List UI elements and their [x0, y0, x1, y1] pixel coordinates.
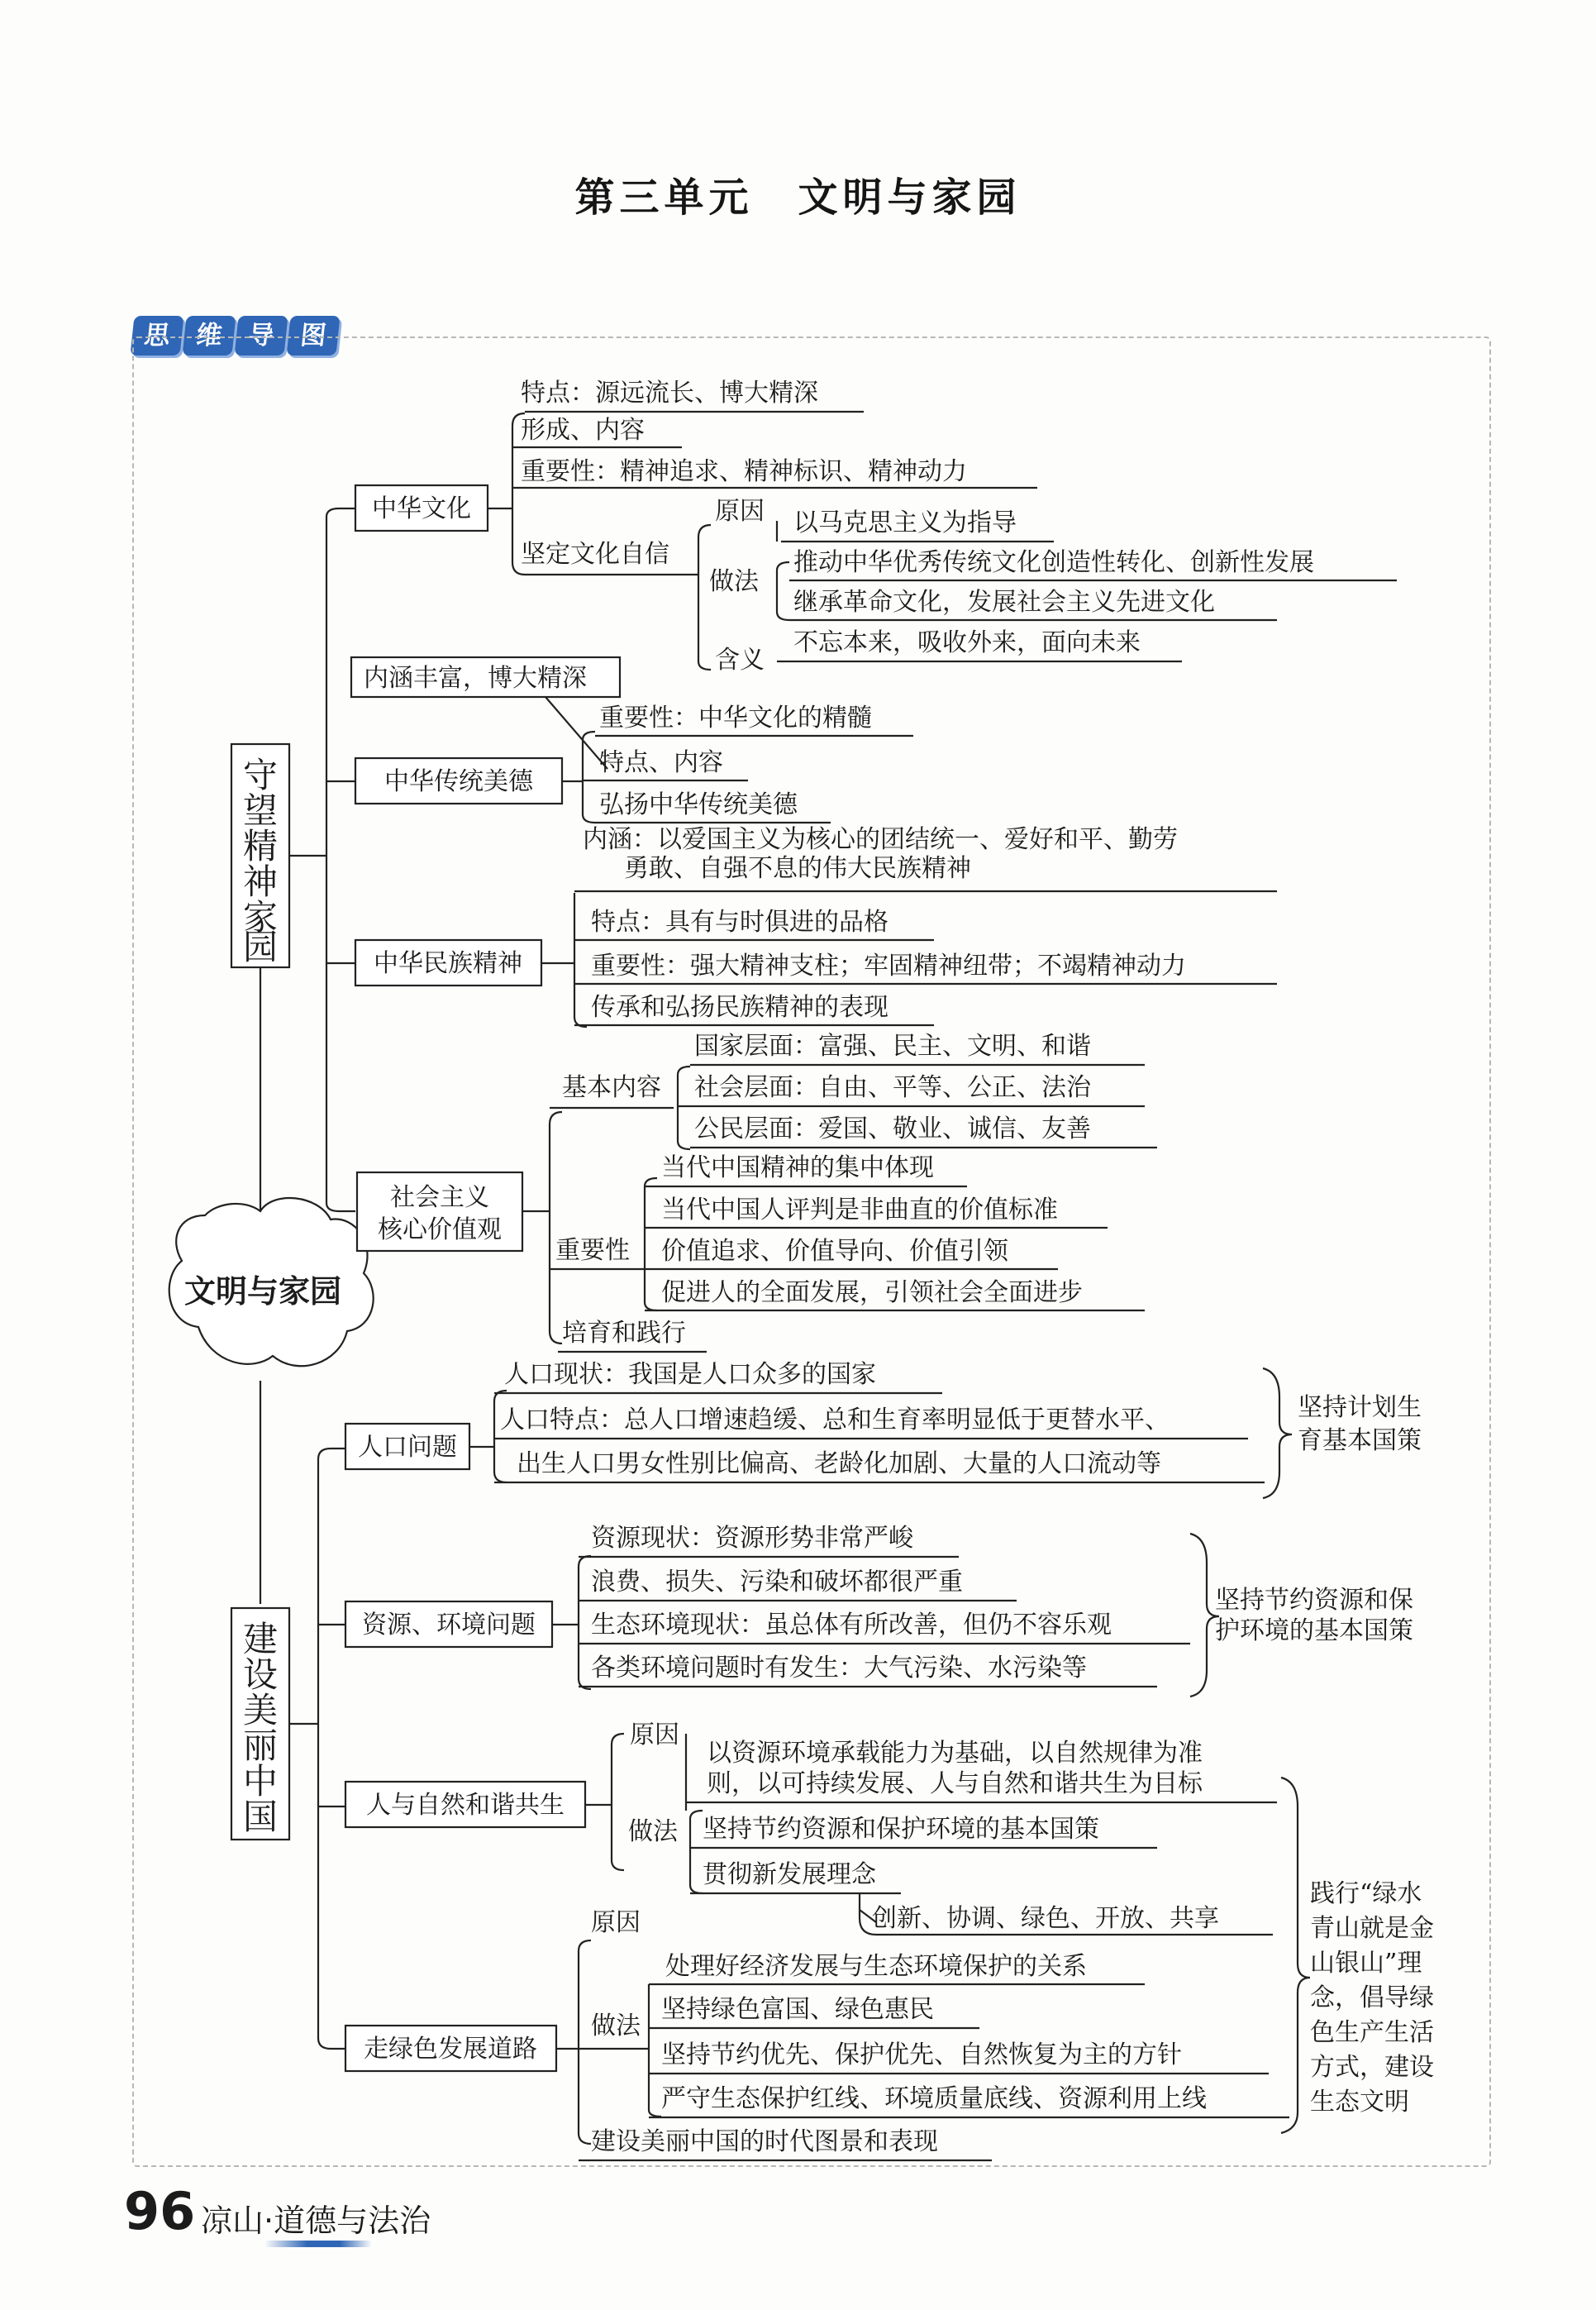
harmony-method-1: 坚持节约资源和保护环境的基本国策 [703, 1815, 1099, 1844]
harmony-concepts: 创新、协调、绿色、开放、共享 [872, 1904, 1219, 1933]
harmony-method-label: 做法 [628, 1817, 678, 1846]
virtue-carry: 弘扬中华传统美德 [599, 790, 798, 819]
values-national: 国家层面：富强、民主、文明、和谐 [694, 1032, 1091, 1061]
green-vision: 建设美丽中国的时代图景和表现 [591, 2127, 938, 2156]
part1-title-char: 家 [242, 897, 279, 938]
values-basic-label: 基本内容 [562, 1073, 661, 1102]
part1-brace [289, 508, 355, 1211]
part2-title-char: 中 [242, 1761, 279, 1802]
spirit-connotation-1: 内涵：以爱国主义为核心的团结统一、爱好和平、勤劳 [583, 825, 1178, 854]
harmony-method-brace [690, 1811, 703, 1893]
spirit-brace [541, 893, 587, 1027]
values-brace [522, 1112, 562, 1344]
virtue-importance: 重要性：中华文化的精髓 [599, 704, 872, 733]
culture-meaning: 不忘本来，吸收外来，面向未来 [793, 628, 1141, 657]
green-method-brace [579, 1984, 661, 2117]
population-bracket [1263, 1368, 1292, 1498]
harmony-reason-2: 则，以可持续发展、人与自然和谐共生为目标 [707, 1769, 1203, 1798]
resources-bracket [1190, 1534, 1219, 1697]
values-citizen: 公民层面：爱国、敬业、诚信、友善 [694, 1114, 1091, 1143]
spirit-carry: 传承和弘扬民族精神的表现 [591, 993, 889, 1022]
harmony-label: 人与自然和谐共生 [366, 1791, 565, 1820]
spirit-connotation-2: 勇敢、自强不息的伟大民族精神 [624, 854, 971, 883]
harmony-brace [585, 1734, 624, 1870]
page-number: 96 [124, 2181, 196, 2241]
center-label: 文明与家园 [183, 1273, 342, 1310]
badge-char: 图 [286, 316, 340, 356]
green-side-line: 色生产生活 [1310, 2018, 1434, 2047]
virtue-note: 内涵丰富，博大精深 [364, 664, 587, 693]
culture-meaning-label: 含义 [715, 646, 765, 675]
green-label: 走绿色发展道路 [364, 2035, 537, 2064]
footer-text: 凉山·道德与法治 [201, 2203, 431, 2239]
values-imp4: 促进人的全面发展，引领社会全面进步 [661, 1278, 1083, 1307]
population-features-1: 人口特点：总人口增速趋缓、总和生育率明显低于更替水平、 [500, 1406, 1170, 1434]
harmony-reason-label: 原因 [630, 1721, 679, 1749]
values-imp1: 当代中国精神的集中体现 [661, 1153, 934, 1182]
resources-policy-1: 坚持节约资源和保 [1215, 1586, 1413, 1615]
resources-problems: 各类环境问题时有发生：大气污染、水污染等 [591, 1654, 1087, 1682]
resources-waste: 浪费、损失、污染和破坏都很严重 [591, 1568, 963, 1596]
population-policy-1: 坚持计划生 [1298, 1393, 1422, 1422]
harmony-method-2: 贯彻新发展理念 [703, 1860, 876, 1889]
culture-method1: 推动中华优秀传统文化创造性转化、创新性发展 [793, 548, 1314, 577]
values-imp3: 价值追求、价值导向、价值引领 [661, 1237, 1008, 1266]
resources-eco: 生态环境现状：虽总体有所改善，但仍不容乐观 [591, 1611, 1112, 1639]
culture-importance: 重要性：精神追求、精神标识、精神动力 [521, 457, 967, 486]
green-method-label: 做法 [591, 2012, 641, 2040]
green-side-line: 践行“绿水 [1310, 1879, 1422, 1908]
green-side-line: 青山就是金 [1310, 1914, 1434, 1943]
method-brace [777, 562, 789, 620]
spirit-label: 中华民族精神 [374, 949, 522, 978]
part2-title [243, 1619, 278, 1837]
green-brace [556, 1940, 591, 2144]
resources-label: 资源、环境问题 [362, 1611, 536, 1639]
harmony-reason-1: 以资源环境承载能力为基础，以自然规律为准 [707, 1739, 1203, 1768]
virtue-features: 特点、内容 [599, 748, 723, 777]
part1-title [243, 755, 278, 967]
culture-method-label: 做法 [709, 567, 759, 596]
footer-accent-bar [264, 2241, 372, 2247]
resources-policy-2: 护环境的基本国策 [1215, 1616, 1413, 1645]
values-importance-label: 重要性 [555, 1236, 630, 1265]
green-side-line: 生态文明 [1310, 2088, 1409, 2117]
green-side-line: 念，倡导绿 [1310, 1983, 1434, 2012]
part1-title-char: 园 [242, 927, 279, 967]
culture-formation: 形成、内容 [521, 416, 645, 445]
population-label: 人口问题 [358, 1433, 457, 1462]
culture-method2: 继承革命文化，发展社会主义先进文化 [793, 588, 1215, 617]
resources-status: 资源现状：资源形势非常严峻 [591, 1524, 913, 1553]
green-m2: 坚持节约优先、保护优先、自然恢复为主的方针 [661, 2040, 1182, 2069]
values-label-1: 社会主义 [390, 1183, 489, 1212]
badge-char: 导 [234, 316, 288, 356]
part1-title-char: 守 [242, 755, 279, 795]
resources-brace [552, 1556, 591, 1689]
spirit-features: 特点：具有与时俱进的品格 [591, 908, 889, 937]
green-bracket [1281, 1778, 1310, 2133]
spirit-importance: 重要性：强大精神支柱；牢固精神纽带；不竭精神动力 [591, 952, 1186, 981]
population-policy-2: 育基本国策 [1298, 1426, 1422, 1455]
green-side-note [1310, 1879, 1434, 2117]
values-label-2: 核心价值观 [378, 1215, 502, 1244]
basic-brace [678, 1067, 690, 1149]
values-social: 社会层面：自由、平等、公正、法治 [694, 1073, 1091, 1102]
culture-features: 特点：源远流长、博大精深 [521, 379, 818, 408]
badge-char: 维 [182, 316, 236, 356]
part2-title-char: 丽 [242, 1725, 279, 1766]
population-brace [469, 1391, 507, 1482]
part2-title-char: 美 [242, 1690, 279, 1730]
part1-title-char: 精 [242, 826, 279, 866]
culture-confidence: 坚定文化自信 [521, 540, 669, 569]
part1-title-char: 望 [242, 790, 279, 831]
green-side-line: 山银山”理 [1310, 1949, 1422, 1978]
culture-label: 中华文化 [372, 494, 471, 523]
part2-brace [289, 1449, 345, 2049]
values-practice: 培育和践行 [562, 1319, 686, 1348]
green-reason-label: 原因 [591, 1908, 641, 1937]
badge-char: 思 [130, 316, 183, 356]
green-side-line: 方式，建设 [1310, 2053, 1434, 2082]
part2-title-char: 建 [242, 1619, 279, 1659]
population-status: 人口现状：我国是人口众多的国家 [504, 1360, 876, 1389]
population-features-2: 出生人口男女性别比偏高、老龄化加剧、大量的人口流动等 [517, 1449, 1161, 1478]
green-m1: 坚持绿色富国、绿色惠民 [661, 1995, 934, 2024]
part1-title-char: 神 [242, 861, 279, 902]
virtue-label: 中华传统美德 [384, 767, 533, 796]
part2-title-char: 设 [242, 1654, 279, 1695]
culture-brace [488, 413, 525, 575]
part2-title-char: 国 [242, 1797, 279, 1837]
culture-reason: 以马克思主义为指导 [793, 508, 1017, 537]
values-imp2: 当代中国人评判是非曲直的价值标准 [661, 1196, 1058, 1224]
page-title: 第三单元 文明与家园 [574, 174, 1022, 221]
green-reason: 处理好经济发展与生态环境保护的关系 [665, 1952, 1087, 1981]
green-m3: 严守生态保护红线、环境质量底线、资源利用上线 [661, 2084, 1207, 2113]
culture-reason-label: 原因 [715, 497, 765, 526]
